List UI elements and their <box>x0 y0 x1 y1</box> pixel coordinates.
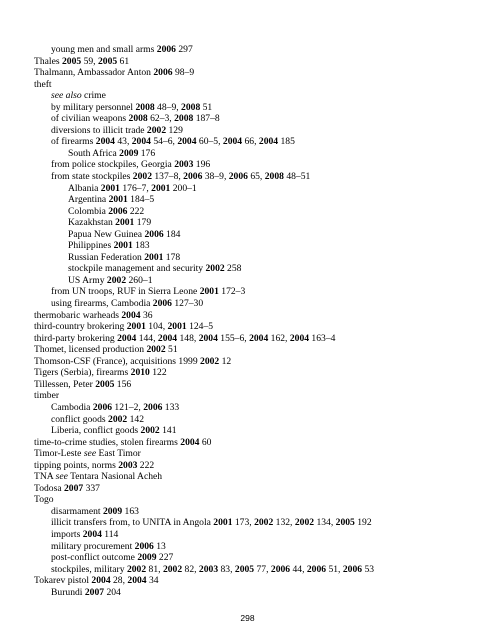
volume-year: 2005 <box>335 517 355 529</box>
volume-year: 2006 <box>144 228 164 240</box>
volume-year: 2008 <box>264 171 284 183</box>
entry-text: 141 <box>159 425 177 437</box>
volume-year: 2006 <box>134 540 154 552</box>
entry-text: of firearms <box>51 136 96 148</box>
volume-year: 2005 <box>234 563 255 575</box>
index-entry <box>34 529 484 541</box>
entry-text: 162, <box>268 332 290 344</box>
entry-text: 48–9, <box>154 101 182 113</box>
volume-year: 2004 <box>131 136 151 148</box>
entry-text: 54–6, <box>150 136 178 148</box>
entry-text: Burundi <box>51 586 85 598</box>
volume-year: 2007 <box>63 482 84 494</box>
entry-text: military procurement <box>51 540 135 552</box>
entry-text: imports <box>51 528 83 540</box>
entry-text: from UN troops, RUF in Sierra Leone <box>51 286 200 298</box>
entry-text: 173, <box>232 517 255 529</box>
index-entry <box>34 171 484 183</box>
entry-text: 129 <box>166 124 183 136</box>
volume-year: 2001 <box>126 321 146 333</box>
volume-year: 2001 <box>108 194 128 206</box>
entry-text: illicit transfers from, to UNITA in Angola <box>51 517 214 529</box>
entry-text: Thomet, licensed production <box>34 344 147 356</box>
entry-text: Liberia, conflict goods <box>51 425 141 437</box>
entry-text: 133 <box>162 401 180 413</box>
entry-text: Timor-Leste <box>34 448 84 460</box>
entry-text: third-party brokering <box>34 332 118 344</box>
entry-text: 61 <box>117 55 130 67</box>
index-entry <box>34 286 484 298</box>
entry-text: 172–3 <box>218 286 246 298</box>
index-entry <box>34 333 484 345</box>
entry-text: Todosa <box>34 482 64 494</box>
volume-year: 2004 <box>127 575 147 587</box>
entry-text: conflict goods <box>51 413 109 425</box>
volume-year: 2002 <box>106 274 127 286</box>
volume-year: 2004 <box>82 528 102 540</box>
volume-year: 2004 <box>91 575 111 587</box>
entry-text: 258 <box>224 263 242 275</box>
index-entry <box>34 344 484 356</box>
entry-text: from state stockpiles <box>51 171 133 183</box>
volume-year: 2001 <box>144 251 164 263</box>
volume-year: 2008 <box>135 101 155 113</box>
entry-text: Tokarev pistol <box>34 575 92 587</box>
entry-text: Tentara Nasional Acheh <box>67 471 163 483</box>
index-entry <box>34 517 484 529</box>
index-entry <box>34 217 484 229</box>
index-entry <box>34 67 484 79</box>
entry-text: time-to-crime studies, stolen firearms <box>34 436 181 448</box>
entry-text: 77, <box>254 563 271 575</box>
volume-year: 2002 <box>140 425 160 437</box>
index-entry <box>34 263 484 275</box>
index-entry <box>34 125 484 137</box>
entry-text: 144, <box>136 332 158 344</box>
entry-text: 260–1 <box>126 274 153 286</box>
entry-text: 297 <box>175 44 193 55</box>
entry-text: 176 <box>138 147 156 159</box>
entry-text: disarmament <box>51 505 103 517</box>
entry-text: 222 <box>137 459 155 471</box>
index-entry <box>34 148 484 160</box>
entry-text: 200–1 <box>170 182 197 194</box>
entry-text: 184–5 <box>127 194 155 206</box>
volume-year: 2009 <box>102 505 123 517</box>
index-entry <box>34 356 484 368</box>
entry-text: Albania <box>68 182 101 194</box>
volume-year: 2002 <box>254 517 274 529</box>
index-entry <box>34 183 484 195</box>
entry-text: 51, <box>326 563 343 575</box>
volume-year: 2002 <box>162 563 183 575</box>
index-entry <box>34 194 484 206</box>
index-entry <box>34 56 484 68</box>
volume-year: 2008 <box>128 113 148 125</box>
volume-year: 2001 <box>167 321 187 333</box>
volume-year: 2007 <box>84 586 105 598</box>
entry-text: Thales <box>34 55 62 67</box>
volume-year: 2002 <box>205 263 225 275</box>
volume-year: 2006 <box>306 563 327 575</box>
entry-text: 12 <box>219 355 232 367</box>
entry-text: third-country brokering <box>34 321 127 333</box>
entry-text: crime <box>81 90 106 102</box>
index-entry <box>34 448 484 460</box>
index-entry <box>34 390 484 402</box>
entry-text: 222 <box>127 205 145 217</box>
volume-year: 2001 <box>199 286 219 298</box>
volume-year: 2006 <box>152 298 172 310</box>
entry-text: 48–51 <box>283 171 311 183</box>
entry-text: 66, <box>242 136 259 148</box>
entry-text: 134, <box>314 517 336 529</box>
entry-text: 51 <box>200 101 213 113</box>
volume-year: 2004 <box>157 332 178 344</box>
index-entry <box>34 425 484 437</box>
volume-year: 2002 <box>146 344 166 356</box>
volume-year: 2004 <box>177 136 197 148</box>
index-entries <box>34 44 484 598</box>
volume-year: 2008 <box>181 101 201 113</box>
index-entry <box>34 506 484 518</box>
entry-text: 34 <box>146 575 159 587</box>
entry-text: 122 <box>149 367 167 379</box>
entry-text: 65, <box>247 171 265 183</box>
entry-text: 36 <box>140 309 153 321</box>
index-entry <box>34 460 484 472</box>
volume-year: 2002 <box>200 355 220 367</box>
index-entry <box>34 483 484 495</box>
index-entry <box>34 564 484 576</box>
entry-text: 227 <box>156 552 174 564</box>
entry-text: 104, <box>145 321 168 333</box>
volume-year: 2005 <box>61 55 82 67</box>
entry-text: 142 <box>127 413 145 425</box>
entry-text: thermobaric warheads <box>34 309 122 321</box>
volume-year: 2006 <box>270 563 291 575</box>
index-entry <box>34 494 484 506</box>
entry-text: by military personnel <box>51 101 136 113</box>
volume-year: 2010 <box>130 367 150 379</box>
entry-text: 183 <box>132 240 150 252</box>
entry-text: 184 <box>163 228 181 240</box>
index-entry <box>34 437 484 449</box>
volume-year: 2001 <box>100 182 120 194</box>
entry-text: South Africa <box>68 147 120 159</box>
volume-year: 2002 <box>126 563 147 575</box>
entry-text: 83, <box>218 563 235 575</box>
index-entry <box>34 552 484 564</box>
cross-reference: see also <box>51 90 82 102</box>
index-entry <box>34 575 484 587</box>
entry-text: tipping points, norms <box>34 459 119 471</box>
volume-year: 2004 <box>249 332 269 344</box>
entry-text: Tigers (Serbia), firearms <box>34 367 131 379</box>
entry-text: 178 <box>163 251 181 263</box>
index-entry <box>34 379 484 391</box>
entry-text: stockpile management and security <box>68 263 206 275</box>
entry-text: 196 <box>193 159 211 171</box>
entry-text: Philippines <box>68 240 114 252</box>
volume-year: 2004 <box>95 136 115 148</box>
volume-year: 2004 <box>198 332 218 344</box>
volume-year: 2003 <box>198 563 219 575</box>
entry-text: TNA <box>34 471 56 483</box>
volume-year: 2004 <box>222 136 243 148</box>
entry-text: 187–8 <box>193 113 220 125</box>
entry-text: 148, <box>177 332 199 344</box>
index-entry <box>34 206 484 218</box>
index-entry <box>34 310 484 322</box>
volume-year: 2009 <box>119 147 139 159</box>
cross-reference: see <box>55 471 68 483</box>
entry-text: of civilian weapons <box>51 113 129 125</box>
entry-text: 156 <box>114 378 132 390</box>
entry-text: 53 <box>362 563 375 575</box>
entry-text: theft <box>34 78 52 90</box>
volume-year: 2005 <box>97 55 118 67</box>
volume-year: 2001 <box>113 240 133 252</box>
entry-text: young men and small arms <box>51 44 157 55</box>
entry-text: 62–3, <box>147 113 175 125</box>
entry-text: 121–2, <box>112 401 144 413</box>
entry-text: 82, <box>182 563 199 575</box>
entry-text: post-conflict outcome <box>51 552 138 564</box>
index-entry <box>34 159 484 171</box>
entry-text: 13 <box>153 540 166 552</box>
index-entry <box>34 471 484 483</box>
entry-text: 127–30 <box>171 298 204 310</box>
index-entry <box>34 44 484 56</box>
entry-text: Argentina <box>68 194 109 206</box>
cross-reference: see <box>83 448 97 460</box>
volume-year: 2006 <box>143 401 163 413</box>
page-number: 298 <box>240 613 255 623</box>
entry-text: 43, <box>114 136 132 148</box>
entry-text: 44, <box>290 563 307 575</box>
entry-text: Togo <box>34 494 54 506</box>
entry-text: 176–7, <box>119 182 152 194</box>
index-entry <box>34 102 484 114</box>
volume-year: 2004 <box>117 332 137 344</box>
volume-year: 2009 <box>137 552 157 564</box>
entry-text: 337 <box>83 482 100 494</box>
entry-text: using firearms, Cambodia <box>51 298 153 310</box>
index-entry <box>34 275 484 287</box>
volume-year: 2006 <box>156 44 176 55</box>
volume-year: 2004 <box>180 436 200 448</box>
entry-text: 155–6, <box>217 332 250 344</box>
entry-text: Cambodia <box>51 401 93 413</box>
entry-text: Thomson-CSF (France), acquisitions 1999 <box>34 355 201 367</box>
entry-text: from police stockpiles, Georgia <box>51 159 175 171</box>
entry-text: timber <box>34 390 60 402</box>
volume-year: 2002 <box>132 171 152 183</box>
entry-text: 163 <box>122 505 139 517</box>
index-entry <box>34 79 484 91</box>
index-entry <box>34 367 484 379</box>
entry-text: US Army <box>68 274 107 286</box>
volume-year: 2004 <box>258 136 279 148</box>
index-entry <box>34 229 484 241</box>
entry-text: 204 <box>104 586 121 598</box>
volume-year: 2002 <box>294 517 315 529</box>
index-entry <box>34 541 484 553</box>
entry-text: 38–9, <box>202 171 229 183</box>
volume-year: 2003 <box>174 159 194 171</box>
volume-year: 2006 <box>342 563 363 575</box>
entry-text: 163–4 <box>309 332 336 344</box>
entry-text: Colombia <box>68 205 109 217</box>
volume-year: 2003 <box>118 459 138 471</box>
entry-text: Russian Federation <box>68 251 145 263</box>
entry-text: 124–5 <box>186 321 214 333</box>
volume-year: 2006 <box>153 67 173 79</box>
index-entry <box>34 136 484 148</box>
volume-year: 2006 <box>183 171 203 183</box>
volume-year: 2005 <box>95 378 115 390</box>
entry-text: East Timor <box>96 448 141 460</box>
entry-text: 59, <box>81 55 98 67</box>
entry-text: 137–8, <box>151 171 184 183</box>
entry-text: Tillessen, Peter <box>34 378 96 390</box>
index-entry <box>34 240 484 252</box>
index-entry <box>34 113 484 125</box>
entry-text: 114 <box>101 528 119 540</box>
index-entry <box>34 90 484 102</box>
volume-year: 2006 <box>92 401 113 413</box>
entry-text: 185 <box>278 136 295 148</box>
volume-year: 2006 <box>228 171 248 183</box>
volume-year: 2004 <box>121 309 141 321</box>
entry-text: 98–9 <box>172 67 195 79</box>
index-entry <box>34 321 484 333</box>
entry-text: 28, <box>110 575 128 587</box>
entry-text: diversions to illicit trade <box>51 124 147 136</box>
volume-year: 2006 <box>108 205 128 217</box>
entry-text: 81, <box>146 563 163 575</box>
index-entry <box>34 587 484 599</box>
index-entry <box>34 402 484 414</box>
entry-text: 192 <box>354 517 372 529</box>
entry-text: 51 <box>165 344 178 356</box>
entry-text: Thalmann, Ambassador Anton <box>34 67 154 79</box>
entry-text: Kazakhstan <box>68 217 116 229</box>
entry-text: 179 <box>134 217 152 229</box>
entry-text: 60–5, <box>196 136 223 148</box>
entry-text: stockpiles, military <box>51 563 127 575</box>
volume-year: 2002 <box>146 124 167 136</box>
volume-year: 2001 <box>151 182 171 194</box>
entry-text: 60 <box>199 436 212 448</box>
index-entry <box>34 252 484 264</box>
volume-year: 2001 <box>115 217 135 229</box>
volume-year: 2008 <box>174 113 194 125</box>
index-entry <box>34 414 484 426</box>
volume-year: 2001 <box>213 517 233 529</box>
entry-text: Papua New Guinea <box>68 228 145 240</box>
volume-year: 2004 <box>289 332 310 344</box>
volume-year: 2002 <box>108 413 128 425</box>
index-entry <box>34 298 484 310</box>
entry-text: 132, <box>273 517 295 529</box>
